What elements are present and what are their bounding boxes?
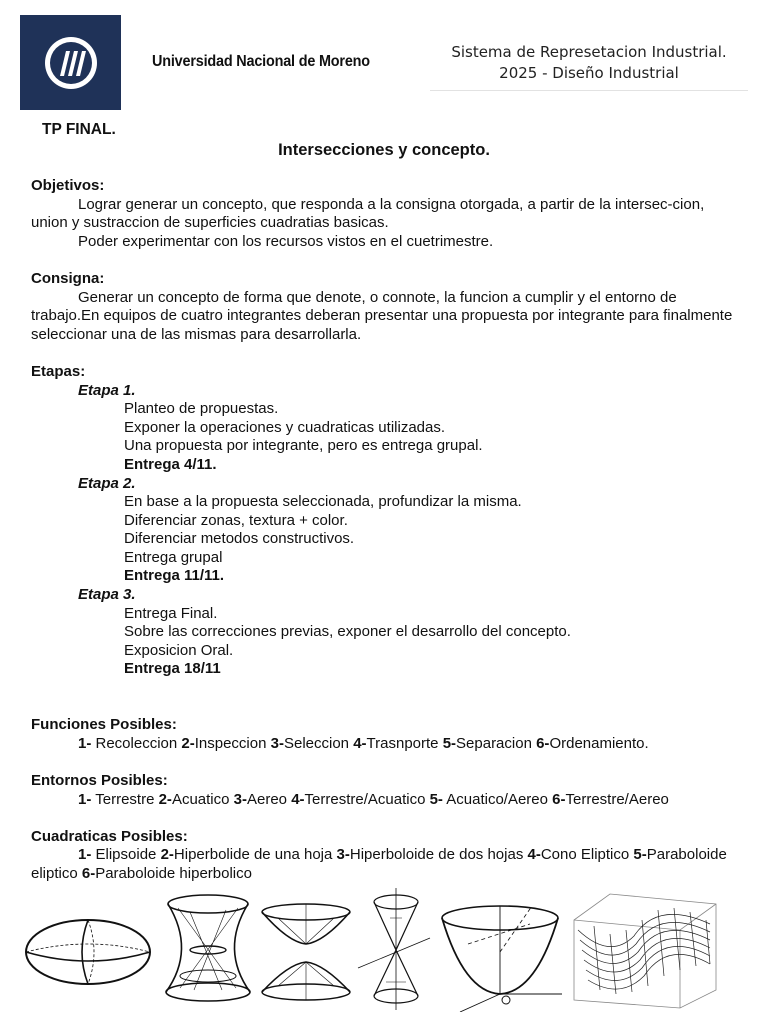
year-course: 2025 - Diseño Industrial bbox=[499, 64, 679, 82]
etapa-3-line: Exposicion Oral. bbox=[124, 641, 234, 659]
etapa-2-entrega: Entrega 11/11. bbox=[124, 567, 225, 585]
funciones-heading: Funciones Posibles: bbox=[31, 716, 177, 734]
course-header bbox=[430, 42, 748, 84]
etapa-3-line: Sobre las correcciones previas, exponer el desarrollo del concepto. bbox=[124, 623, 571, 641]
university-logo bbox=[20, 15, 121, 110]
etapa-3-entrega: Entrega 18/11 bbox=[124, 660, 221, 678]
hyperboloid-one-sheet-figure bbox=[160, 892, 256, 1006]
etapa-2-label: Etapa 2. bbox=[78, 474, 136, 492]
objetivos-paragraph-2: Poder experimentar con los recursos vistos en el cuetrimestre. bbox=[78, 232, 494, 250]
etapa-2-line: En base a la propuesta seleccionada, profundizar la misma. bbox=[124, 493, 522, 511]
etapa-1-line: Exponer la operaciones y cuadraticas utilizadas. bbox=[124, 418, 446, 436]
tp-label: TP FINAL. bbox=[42, 121, 116, 138]
hyperboloid-two-sheets-figure bbox=[258, 902, 354, 1002]
header-divider bbox=[430, 90, 748, 91]
document-title: Intersecciones y concepto. bbox=[278, 141, 490, 159]
funciones-list: 1- Recoleccion 2-Inspeccion 3-Seleccion 4-Trasnporte 5-Separacion 6-Ordenamiento. bbox=[78, 734, 649, 752]
unm-logo-icon bbox=[41, 33, 101, 93]
elliptic-paraboloid-figure bbox=[438, 902, 566, 1012]
objetivos-paragraph-1: Lograr generar un concepto, que responda a la consigna otorgada, a partir de la intersec-cion, union y sustraccion de superficies cuadratias basicas. bbox=[31, 195, 705, 232]
objetivos-heading: Objetivos: bbox=[31, 177, 105, 194]
entornos-list: 1- Terrestre 2-Acuatico 3-Aereo 4-Terrestre/Acuatico 5- Acuatico/Aereo 6-Terrestre/Aereo bbox=[78, 790, 669, 808]
hyperbolic-paraboloid-figure bbox=[570, 890, 720, 1010]
etapas-heading: Etapas: bbox=[31, 362, 86, 380]
consigna-paragraph: Generar un concepto de forma que denote, o connote, la funcion a cumplir y el entorno de trabajo.En equipos de cuatro integrantes deberan presentar una propuesta por integrante para finalmente seleccionar una de las mismas para desarrollarla. bbox=[31, 288, 733, 343]
cuadraticas-heading: Cuadraticas Posibles: bbox=[31, 827, 188, 845]
etapa-1-entrega: Entrega 4/11. bbox=[124, 455, 217, 473]
etapa-1-line: Una propuesta por integrante, pero es entrega grupal. bbox=[124, 437, 483, 455]
document-body bbox=[31, 177, 743, 884]
system-title: Sistema de Represetacion Industrial. bbox=[451, 43, 727, 61]
etapa-1-line: Planteo de propuestas. bbox=[124, 400, 279, 418]
etapa-2-line: Diferenciar metodos constructivos. bbox=[124, 530, 355, 548]
etapa-2-line: Entrega grupal bbox=[124, 548, 223, 566]
etapa-3-line: Entrega Final. bbox=[124, 604, 218, 622]
ellipsoid-figure bbox=[22, 910, 154, 994]
elliptic-cone-figure bbox=[356, 888, 434, 1010]
cuadraticas-list: 1- Elipsoide 2-Hiperbolide de una hoja 3-Hiperboloide de dos hojas 4-Cono Eliptico 5-Paraboloide eliptico 6-Paraboloide hiperbolico bbox=[31, 846, 727, 882]
quadric-figures bbox=[0, 880, 768, 1020]
consigna-heading: Consigna: bbox=[31, 269, 105, 287]
etapa-1-label: Etapa 1. bbox=[78, 381, 136, 399]
etapa-3-label: Etapa 3. bbox=[78, 586, 136, 604]
etapa-2-line: Diferenciar zonas, textura + color. bbox=[124, 511, 348, 529]
entornos-heading: Entornos Posibles: bbox=[31, 772, 168, 789]
university-name: Universidad Nacional de Moreno bbox=[152, 53, 370, 70]
